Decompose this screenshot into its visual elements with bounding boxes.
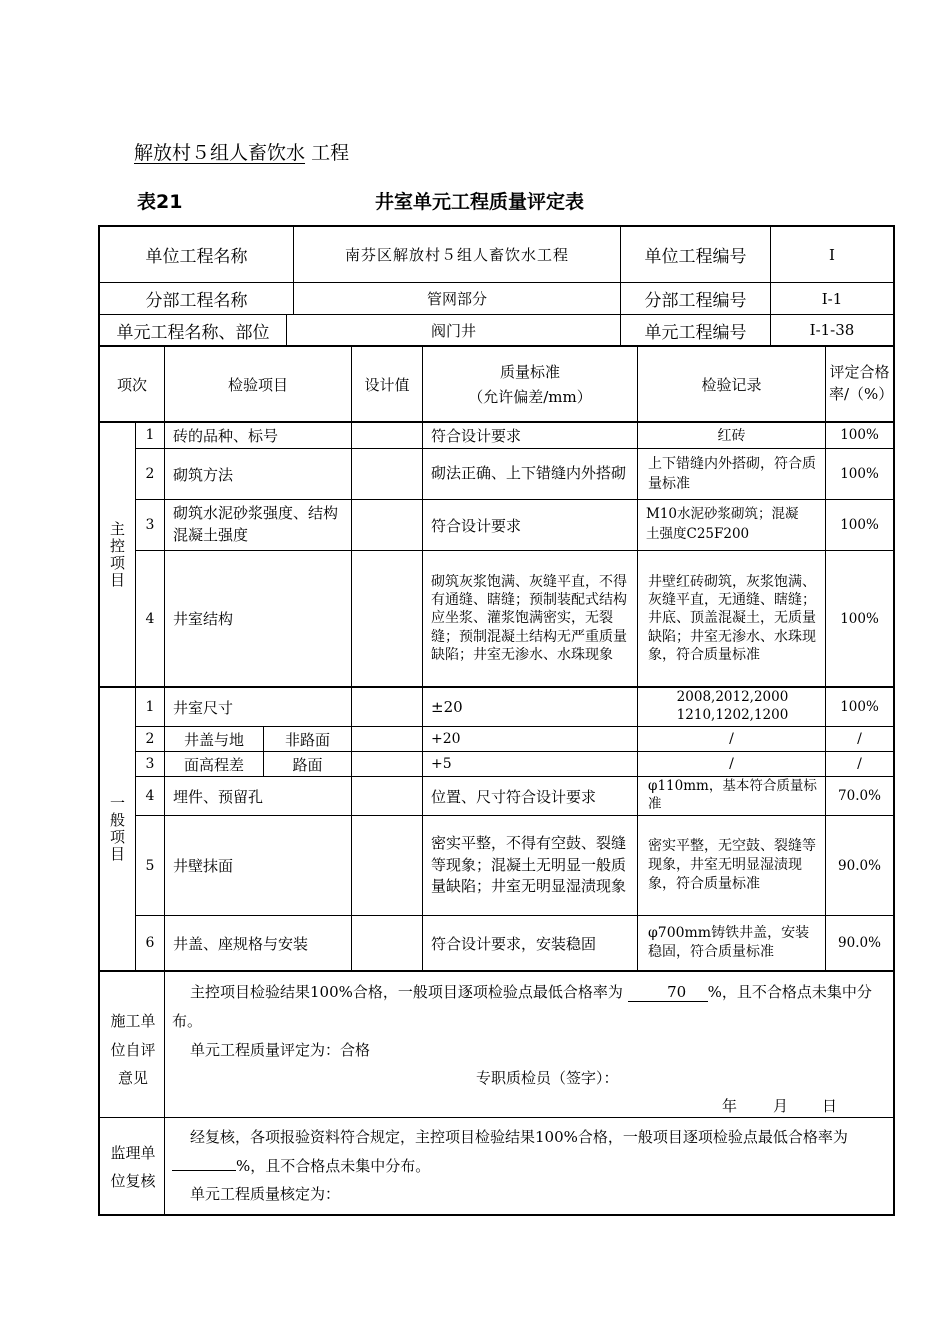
gen-row-2-rate: /: [857, 731, 862, 747]
gen-row-5-item: 井壁抹面: [173, 857, 234, 875]
col-design-value: 设计值: [364, 375, 410, 394]
gen-row-1-standard: ±20: [431, 698, 463, 716]
gen-row-5-standard: 密实平整，不得有空鼓、裂缝等现象；混凝土无明显一般质量缺陷；井室无明显湿渍现象: [431, 833, 627, 896]
mc-row-3-rate: 100%: [840, 517, 879, 533]
gen-row-6-record: φ700mm铸铁井盖，安装稳固，符合质量标准: [648, 925, 810, 960]
gen-row-2-record: /: [729, 731, 734, 747]
self-eval-date-month: 月: [773, 1097, 789, 1115]
division-no-label: 分部工程编号: [644, 291, 747, 311]
gen-row-2-no: 2: [145, 731, 155, 747]
self-eval-rate-value: 70: [628, 983, 708, 1002]
gen-row-3-no: 3: [145, 756, 155, 772]
supervision-quality-line: 单元工程质量核定为：: [190, 1185, 341, 1203]
supervision-rate-value: [172, 1170, 236, 1171]
page-title: 井室单元工程质量评定表: [375, 191, 585, 213]
gen-row-1-rate: 100%: [840, 699, 879, 715]
gen-row-5-record: 密实平整，无空鼓、裂缝等现象，井室无明显湿渍现象，符合质量标准: [648, 838, 816, 892]
mc-row-1-record: 红砖: [717, 428, 746, 444]
unit-project-no-value: I: [829, 245, 835, 264]
gen-row-3-standard: +5: [431, 756, 452, 772]
self-eval-text-after: %，且不合格点未集中分布。: [172, 983, 872, 1030]
mc-row-3-no: 3: [145, 517, 155, 533]
mc-row-4-standard: 砌筑灰浆饱满、灰缝平直，不得有通缝、瞎缝；预制装配式结构应坐浆、灌浆饱满密实，无裂缝；预制混凝土结构无严重质量缺陷；井室无渗水、水珠现象: [431, 574, 627, 663]
general-items-label: 一般项目: [108, 795, 126, 863]
gen-row-4-no: 4: [145, 788, 155, 804]
mc-row-3-record: M10水泥砂浆砌筑；混凝土强度C25F200: [646, 506, 799, 542]
element-name-value: 阀门井: [430, 321, 476, 340]
gen-row-4-item: 埋件、预留孔: [173, 787, 264, 806]
gen-row-3-rate: /: [857, 756, 862, 772]
unit-project-name-value: 南芬区解放村５组人畜饮水工程: [344, 246, 569, 264]
mc-row-1-rate: 100%: [840, 427, 879, 443]
mc-row-4-rate: 100%: [840, 610, 879, 627]
self-eval-text-before: 主控项目检验结果100%合格，一般项目逐项检验点最低合格率为: [190, 983, 623, 1001]
mc-row-2-standard: 砌法正确、上下错缝内外搭砌: [431, 464, 627, 483]
mc-row-3-item: 砌筑水泥砂浆强度、结构混凝土强度: [173, 504, 339, 544]
col-item-no: 项次: [116, 375, 147, 394]
mc-row-1-standard: 符合设计要求: [431, 426, 522, 445]
gen-row-2-standard: +20: [431, 731, 461, 747]
mc-row-4-item: 井室结构: [173, 610, 234, 628]
mc-row-2-item: 砌筑方法: [173, 465, 234, 484]
gen-row-6-no: 6: [145, 935, 155, 951]
mc-row-3-standard: 符合设计要求: [431, 516, 522, 535]
table-number: 表21: [137, 191, 183, 213]
gen-row-3-record: /: [729, 756, 734, 772]
supervision-text-before: 经复核，各项报验资料符合规定，主控项目检验结果100%合格，一般项目逐项检验点最低合格率为: [190, 1128, 848, 1146]
self-eval-paragraph: [172, 978, 890, 1035]
supervision-paragraph: [172, 1123, 890, 1180]
unit-project-name-label: 单位工程名称: [145, 247, 248, 267]
gen-row-6-rate: 90.0%: [838, 935, 881, 951]
col-standard-line2: （允许偏差/mm）: [468, 388, 592, 406]
element-no-value: I-1-38: [809, 321, 855, 339]
col-inspection-item: 检验项目: [227, 375, 288, 394]
self-eval-quality-line: 单元工程质量评定为：合格: [190, 1041, 371, 1059]
col-quality-standard: [423, 347, 637, 421]
gen-row-2-item: 井盖与地: [183, 730, 244, 749]
self-eval-date-year: 年: [722, 1097, 738, 1115]
mc-row-1-no: 1: [145, 427, 155, 443]
project-name-line: [134, 138, 349, 165]
col-rate: 评定合格率/（%）: [829, 363, 894, 403]
gen-row-3-sub: 路面: [292, 755, 323, 774]
division-no-value: I-1: [821, 289, 843, 308]
gen-row-4-rate: 70.0%: [838, 788, 881, 804]
col-record: 检验记录: [701, 375, 762, 394]
division-name-label: 分部工程名称: [145, 291, 248, 311]
gen-row-6-item: 井盖、座规格与安装: [173, 934, 309, 953]
mc-row-4-no: 4: [145, 610, 155, 627]
gen-row-4-record: φ110mm，基本符合质量标准: [648, 778, 817, 812]
gen-row-1-item: 井室尺寸: [173, 698, 234, 717]
element-name-label: 单元工程名称、部位: [116, 322, 270, 343]
col-standard-line1: 质量标准: [499, 363, 560, 381]
self-eval-inspector: 专职质检员（签字）：: [476, 1069, 619, 1087]
project-name: 解放村５组人畜饮水: [134, 142, 306, 164]
element-no-label: 单元工程编号: [644, 322, 747, 343]
mc-row-2-record: 上下错缝内外搭砌，符合质量标准: [648, 455, 816, 492]
gen-row-4-standard: 位置、尺寸符合设计要求: [431, 787, 597, 806]
mc-row-2-no: 2: [145, 466, 155, 482]
gen-row-6-standard: 符合设计要求，安装稳固: [431, 934, 597, 953]
self-eval-label: 施工单位自评意见: [110, 1012, 156, 1088]
gen-row-1-no: 1: [145, 699, 155, 715]
supervision-text-after: %，且不合格点未集中分布。: [236, 1156, 431, 1175]
gen-row-1-record: 2008,2012,2000 1210,1202,1200: [676, 689, 789, 723]
gen-row-5-rate: 90.0%: [838, 857, 881, 874]
project-suffix: 工程: [311, 142, 350, 164]
gen-row-3-item: 面高程差: [183, 755, 244, 774]
mc-row-1-item: 砖的品种、标号: [173, 426, 279, 445]
gen-row-5-no: 5: [145, 857, 155, 874]
mc-row-2-rate: 100%: [840, 466, 879, 482]
division-name-value: 管网部分: [426, 290, 487, 308]
unit-project-no-label: 单位工程编号: [644, 247, 747, 267]
self-eval-date-day: 日: [822, 1097, 838, 1115]
gen-row-2-sub: 非路面: [284, 730, 330, 749]
main-control-label: 主控项目: [108, 520, 126, 589]
supervision-label: 监理单位复核: [110, 1143, 156, 1190]
mc-row-4-record: 井壁红砖砌筑，灰浆饱满、灰缝平直，无通缝、瞎缝；井底、顶盖混凝土，无质量缺陷；井室无渗水、水珠现象，符合质量标准: [648, 574, 816, 663]
